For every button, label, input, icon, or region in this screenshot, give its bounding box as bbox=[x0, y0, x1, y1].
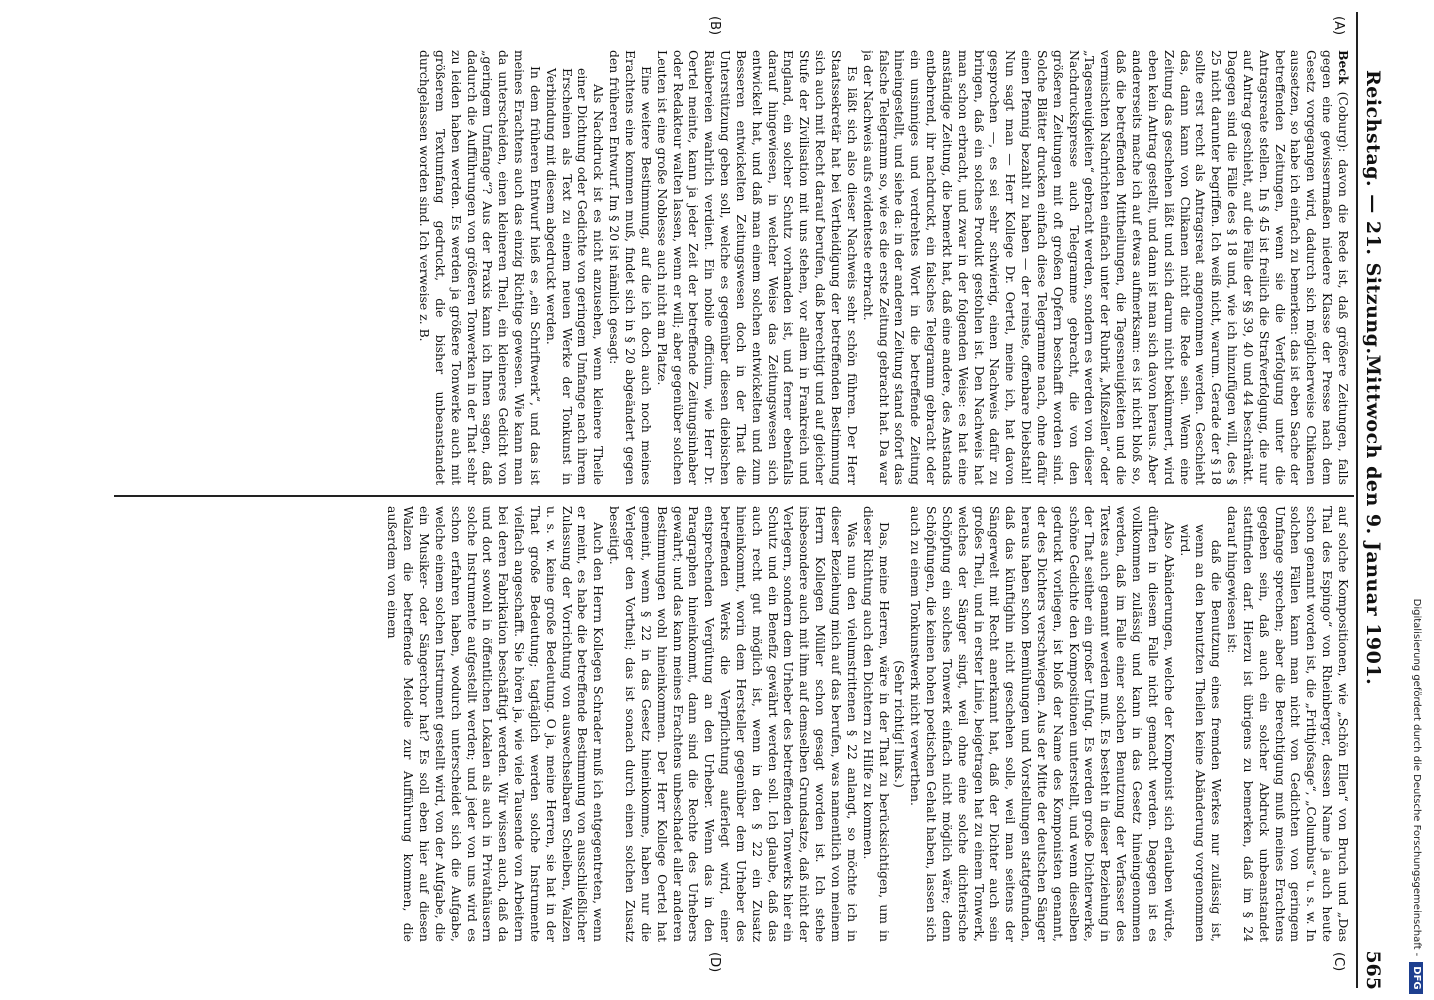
speech-paragraph: Also Abänderungen, welche der Komponist sich erlauben würde, dürften in diesem Falle nicht gemacht werden. Dagegen ist es vollkommen zulässig und kann in das Gesetz hineingenommen werden, daß im Falle einer solchen Benutzung der Verfasser des Textes auch genannt werden muß. Es besteht in dieser Beziehung in der That seither ein großer Unfug. Es werden große Dichterwerke, schöne Gedichte den Kompositionen unterstellt, und wenn dieselben gedruckt vorliegen, ist bloß der Name des Komponisten genannt, der des Dichters verschwiegen. Aus der Mitte der deutschen Sänger heraus haben schon Bemühungen und Vorstellungen stattgefunden, daß das künftighin nicht geschehen solle, weil man seitens der Sängerwelt mit Recht anerkannt hat, daß der Dichter auch sein großes Theil, und in erster Linie, beigetragen hat zu einem Tonwerk, welches der Sänger singt, weil ohne eine solche dichterische Schöpfung ein solches Tonwerk einfach nicht möglich wäre; denn Schöpfungen, die keinen hohen poetischen Gehalt haben, lassen sich auch zu einem Tonkunstwerk nicht verwerthen. bbox=[908, 506, 1177, 942]
speech-paragraph: auf solche Kompositionen, wie „Schön Ellen“ von Bruch und „Das Thal des Espingo“ von Rheinberger, dessen Name ja auch heute schon genannt worden ist, die „Frithjofsage“, „Columbus“ u. s. w. In solchen Fällen kann man nicht von Gedichten von geringem Umfange sprechen; aber die Berechtigung muß meines Erachtens gegeben sein, daß auch ein solcher Abdruck unbeanstandet stattfinden darf. Hierzu ist übrigens zu bemerken, daß im § 24 darauf hingewiesen ist: bbox=[1225, 506, 1351, 942]
speech-paragraph: Eine weitere Bestimmung, auf die ich doch auch noch meines Erachtens eine kommen muß, findet sich in § 20 abgeändert gegen den früheren Entwurf. Im § 20 ist nämlich gesagt: bbox=[607, 50, 654, 485]
speech-paragraph: Was nun den vielumstrittenen § 22 anlangt, so möchte ich in dieser Beziehung mich auf das berufen, was namentlich von meinem Herrn Kollegen Müller schon gesagt worden ist. Ich stehe insbesondere auch mit ihm auf demselben Grundsatze, daß nicht der Verlegern, sondern dem Urheber des betreffenden Tonwerks hier ein Schutz und ein Benefiz gewährt werden soll. Ich glaube, daß das auch recht gut möglich ist, wenn in den § 22 ein Zusatz hineinkommt, worin dem Hersteller gegenüber dem Urheber des betreffenden Werks die Verpflichtung auferlegt wird, einer entsprechenden Vergütung an den Urheber. Wenn das in den Paragraphen hineinkommt, dann sind die Rechte des Urhebers gewahrt; und das kann meines Erachtens unbeschadet aller anderen Bestimmungen wohl hineinkommen. Der Herr Kollege Oertel hat gemeint, wenn § 22 in das Gesetz hineinkomme, haben nur die Verleger den Vortheil; das ist sonach durch einen solchen Zusatz beseitigt. bbox=[607, 506, 860, 942]
credit-text: Digitalisierung gefördert durch die Deutsche Forschungsgemeinschaft - bbox=[1411, 598, 1422, 957]
column-divider bbox=[114, 495, 1354, 497]
margin-mark-d: (D) bbox=[707, 952, 722, 973]
running-header-left: Reichstag. — 21. Sitzung. bbox=[1362, 70, 1384, 355]
left-text-column bbox=[116, 50, 1351, 485]
digitization-credit-rotated bbox=[1398, 0, 1434, 1000]
header-rule bbox=[1356, 12, 1358, 988]
speech-paragraph: Das, meine Herren, wäre in der That zu berücksichtigen, um in dieser Richtung auch den Dichtern zu Hilfe zu kommen. bbox=[860, 506, 892, 942]
law-quote: daß die Benutzung eines fremden Werkes nur zulässig ist, wenn an den benutzten Theilen keine Abänderung vorgenommen wird. bbox=[1177, 524, 1225, 942]
law-quote: Als Nachdruck ist es nicht anzusehen, wenn kleinere Theile einer Dichtung oder Gedichte von geringem Umfange nach ihrem Erscheinen als Text zu einem neuen Werke der Tonkunst in Verbindung mit diesem abgedruckt werden. bbox=[543, 68, 607, 485]
applause-note: (Sehr richtig! links.) bbox=[892, 660, 908, 788]
digitization-credit bbox=[1398, 0, 1434, 1000]
dfg-logo: DFG bbox=[1409, 962, 1423, 993]
margin-mark-b: (B) bbox=[707, 16, 722, 36]
running-header-date: Mittwoch den 9. Januar 1901. bbox=[1362, 354, 1384, 686]
speaker-place: (Coburg): bbox=[1336, 91, 1351, 153]
right-text-column bbox=[116, 506, 1351, 942]
speech-paragraph: Auch den Herrn Kollegen Schrader muß ich entgegentreten, wenn er meint, es habe die betreffende Bestimmung von ausschließlicher Zulassung der Vorrichtung von auswechselbaren Scheiben, Walzen u. s. w. keine große Bedeutung. O ja, meine Herren, sie hat in der That große Bedeutung; tagtäglich werden solche Instrumente vielfach angeschafft. Sie hören ja, wie viele Tausende von Arbeitern bei deren Fabrikation beschäftigt werden. Wir wissen auch, daß da und dort sowohl in öffentlichen Lokalen als auch in Privathäusern solche Instrumente aufgestellt werden; und jeder von uns wird es schon erfahren haben, wodurch unterscheidet sich die Aufgabe, welche einem solchen Instrument gestellt wird, von der Aufgabe, die ein Musiker- oder Sängerchor hat? Es soll eben hier auf diesen Walzen die betreffende Melodie zur Aufführung kommen, die außerdem von einem bbox=[385, 506, 607, 942]
paragraph-text: davon die Rede ist, daß größere Zeitungen, falls gegen eine gewissermaßen niedere Klasse der Presse nach dem Gesetz vorgegangen wird, dadurch sich möglicherweise Chikanen aussetzen, so habe ich einfach zu bemerken: das ist eben Sache der betreffenden Zeitungen, wenn sie die Verfolgung unter die Antragsreate stellen. In § 45 ist freilich die Strafverfolgung, die nur auf Antrag geschieht, auf die Fälle der §§ 39, 40 und 44 beschränkt. Dagegen sind die Fälle des § 18 und, wie ich hinzufügen will, des § 25 nicht darunter begriffen. Ich weiß nicht, warum. Gerade der § 18 sollte erst recht als Antragsreat angenommen werden. Geschieht das, dann kann von Chikanen nicht die Rede sein. Wenn eine Zeitung das geschehen läßt und sich darum nicht bekümmert, wird eben kein Antrag gestellt, und dann ist man sich davon heraus. Aber andererseits mache ich auf etwas aufmerksam: es ist nicht bloß so, daß die betreffenden Mittheilungen, die Tagesneuigkeiten und die vermischten Nachrichten einfach unter der Rubrik „Mißzellen“ oder „Tagesneuigkeiten“ gebracht werden, sondern es werden von dieser Nachdruckspresse auch Telegramme gebracht, die von den größeren Zeitungen mit oft großen Opfern beschafft worden sind. Solche Blätter drucken einfach diese Telegramme nach, ohne dafür einen Pfennig bezahlt zu haben — der reinste, offenbare Diebstahl! Nun sagt man — Herr Kollege Dr. Oertel, meine ich, hat davon gesprochen —, es sei sehr schwierig, einen Nachweis dafür zu bringen, daß ein solches Produkt gestohlen ist. Den Nachweis hat man schon erbracht, und zwar in der folgenden Weise: es hat eine anständige Zeitung, die bemerkt hat, daß eine andere, des Anstands entbehrend, ihr nachdruckt, ein falsches Telegramm gebracht oder ein unsinniges und verdrehtes Wort in die betreffende Zeitung hineingestellt, und siehe da: in der anderen Zeitung stand sofort das falsche Telegramm so, wie es die erste Zeitung gebracht hat. Da war ja der Nachweis aufs evidenteste erbracht. bbox=[860, 50, 1351, 485]
speaker-name: Beck bbox=[1336, 50, 1351, 85]
speech-paragraph: In dem früheren Entwurf hieß es „ein Schriftwerk“, und das ist meines Erachtens auch das einzig Richtige gewesen. Wie kann man da unterscheiden, einen kleineren Theil, ein kleineres Gedicht von „geringem Umfange“? Aus der Praxis kann ich Ihnen sagen, daß dadurch die Aufführungen von größeren Tonwerken in der That sehr zu leiden haben werden. Es werden ja größere Tonwerke auch mit größerem Textumfang gedruckt, die bisher unbeanstandet durchgelassen worden sind. Ich verweise z. B. bbox=[417, 50, 543, 485]
page-number: 565 bbox=[1362, 950, 1384, 990]
margin-mark-c: (C) bbox=[1331, 952, 1346, 972]
speech-paragraph bbox=[860, 50, 1351, 485]
speech-paragraph: Es läßt sich also dieser Nachweis sehr schön führen. Der Herr Staatssekretär hat bei Vertheidigung der betreffenden Bestimmung sich auch mit Recht darauf berufen, daß berechtigt und auf gleicher Stufe der Zivilisation mit uns stehen, vor allem in Frankreich und England, ein solcher Schutz vorhanden ist, und ferner ebenfalls darauf hingewiesen, in welcher Weise das Zeitungswesen sich entwickelt hat, und daß man einem solchen entwickelten und zum Besseren entwickelten Zeitungswesen doch in der That die Unterstützung geben soll, welche es gegenüber diesen diebischen Räubereien wahrlich verdient. Ein nobile officium, wie Herr Dr. Oertel meinte, kann ja jeder Zeit der betreffende Zeitungsinhaber oder Redakteur walten lassen, wenn er will; aber gegenüber solchen Leuten ist eine große Noblesse auch nicht am Platze. bbox=[654, 50, 860, 485]
margin-mark-a: (A) bbox=[1331, 16, 1346, 36]
